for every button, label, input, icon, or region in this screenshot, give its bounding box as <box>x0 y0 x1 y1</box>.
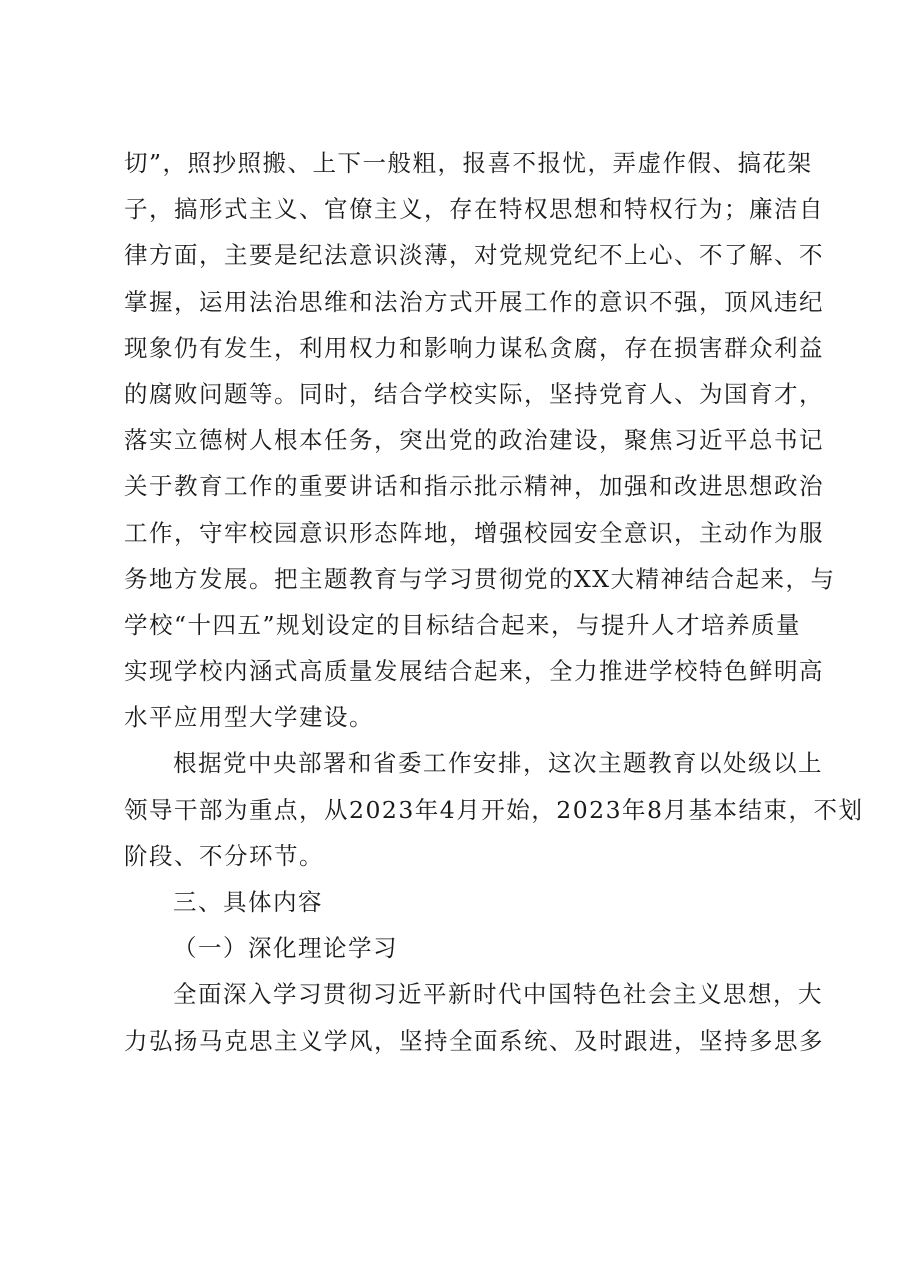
document-body <box>124 140 864 1064</box>
text-line: 学校“十四五”规划设定的目标结合起来，与提升人才培养质量 <box>124 610 802 639</box>
text-line: 阶段、不分环节。 <box>124 841 324 870</box>
text-line: 切”，照抄照搬、上下一般粗，报喜不报忧，弄虚作假、搞花架 <box>124 149 813 177</box>
text-line: 实现学校内涵式高质量发展结合起来，全力推进学校特色鲜明高 <box>124 657 824 686</box>
section-heading <box>124 879 824 925</box>
paragraph-schedule <box>124 740 864 879</box>
text-line: 工作，守牢校园意识形态阵地，增强校园安全意识，主动作为服 <box>124 518 824 547</box>
text-line: 落实立德树人根本任务，突出党的政治建设，聚焦习近平总书记 <box>124 426 824 455</box>
text-line: 全面深入学习贯彻习近平新时代中国特色社会主义思想，大 <box>173 980 823 1009</box>
heading-text: 三、具体内容 <box>173 888 323 916</box>
text-line: 领导干部为重点，从2023年4月开始，2023年8月基本结束，不划 <box>124 795 864 824</box>
paragraph-continued <box>124 140 836 740</box>
text-line: 力弘扬马克思主义学风，坚持全面系统、及时跟进，坚持多思多 <box>124 1026 824 1055</box>
text-line: 子，搞形式主义、官僚主义，存在特权思想和特权行为；廉洁自 <box>124 195 824 224</box>
text-line: 律方面，主要是纪法意识淡薄，对党规党纪不上心、不了解、不 <box>124 241 824 270</box>
text-line: 现象仍有发生，利用权力和影响力谋私贪腐，存在损害群众利益 <box>124 333 824 362</box>
heading-text: （一）深化理论学习 <box>173 934 398 963</box>
text-line: 务地方发展。把主题教育与学习贯彻党的XX大精神结合起来，与 <box>124 564 836 593</box>
text-line: 的腐败问题等。同时，结合学校实际，坚持党育人、为国育才， <box>124 379 824 408</box>
text-line: 水平应用型大学建设。 <box>124 703 374 732</box>
text-line: 关于教育工作的重要讲话和指示批示精神，加强和改进思想政治 <box>124 472 824 501</box>
text-line: 根据党中央部署和省委工作安排，这次主题教育以处级以上 <box>173 749 823 778</box>
subsection-heading <box>124 925 824 971</box>
paragraph-theory-study <box>124 971 824 1063</box>
text-line: 掌握，运用法治思维和法治方式开展工作的意识不强，顶风违纪 <box>124 287 824 316</box>
